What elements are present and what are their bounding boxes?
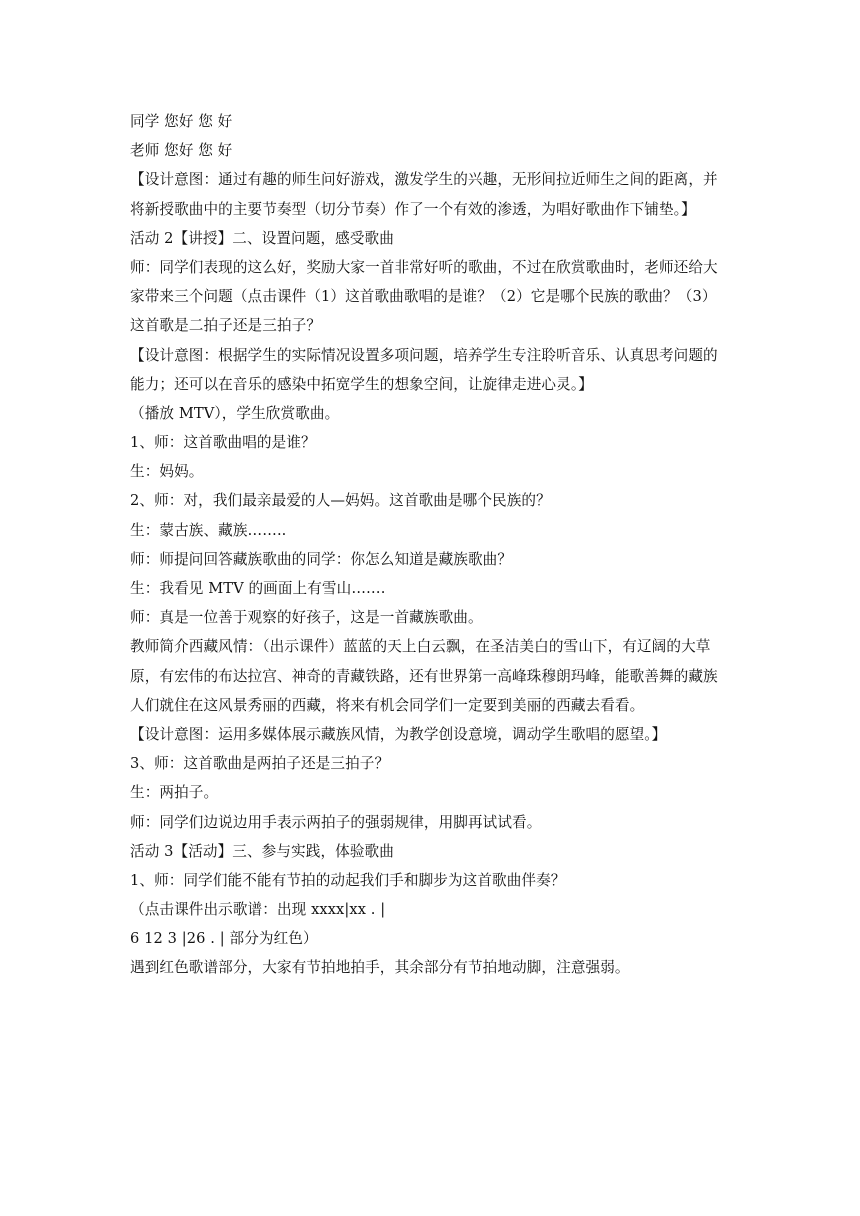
play-mtv-line: （播放 MTV），学生欣赏歌曲。 xyxy=(130,404,340,422)
dialogue-line-follow-up: 师：师提问回答藏族歌曲的同学：你怎么知道是藏族歌曲？ xyxy=(130,550,513,568)
activity-3-question: 1、师：同学们能不能有节拍的动起我们手和脚步为这首歌曲伴奏？ xyxy=(130,871,566,889)
tibet-intro-line-2: 原，有宏伟的布达拉宫、神奇的青藏铁路，还有世界第一高峰珠穆朗玛峰，能歌善舞的藏族 xyxy=(130,667,718,685)
tibet-intro-line-3: 人们就住在这风景秀丽的西藏，将来有机会同学们一定要到美丽的西藏去看看。 xyxy=(130,696,645,714)
score-instruction-line-1: （点击课件出示歌谱：出现 xxxx|xx . | xyxy=(130,901,386,919)
teacher-question-line-3: 这首歌是二拍子还是三拍子？ xyxy=(130,317,322,335)
dialogue-line-a4: 生：两拍子。 xyxy=(130,784,219,802)
dialogue-line-rhythm: 师：同学们边说边用手表示两拍子的强弱规律，用脚再试试看。 xyxy=(130,813,542,831)
text-line-greeting-students: 同学 您好 您 好 xyxy=(130,113,233,130)
design-intent-3-line: 【设计意图：运用多媒体展示藏族风情，为教学创设意境，调动学生歌唱的愿望。】 xyxy=(130,725,667,743)
dialogue-line-a3: 生：我看见 MTV 的画面上有雪山……. xyxy=(130,580,386,597)
design-intent-2-line-1: 【设计意图：根据学生的实际情况设置多项问题，培养学生专注聆听音乐、认真思考问题的 xyxy=(130,346,718,364)
dialogue-line-q2: 2、师：对，我们最亲最爱的人—妈妈。这首歌曲是哪个民族的？ xyxy=(130,492,551,510)
dialogue-line-q1: 1、师：这首歌曲唱的是谁？ xyxy=(130,434,316,452)
teacher-question-line-1: 师：同学们表现的这么好，奖励大家一首非常好听的歌曲，不过在欣赏歌曲时，老师还给大 xyxy=(130,258,718,276)
dialogue-line-a2: 生：蒙古族、藏族…….. xyxy=(130,521,287,539)
activity-2-heading: 活动 2【讲授】二、设置问题，感受歌曲 xyxy=(130,229,394,247)
dialogue-line-q3: 3、师：这首歌曲是两拍子还是三拍子？ xyxy=(130,755,390,773)
design-intent-1-line-2: 将新授歌曲中的主要节奏型（切分节奏）作了一个有效的渗透，为唱好歌曲作下铺垫。】 xyxy=(130,200,696,218)
score-instruction-line-2: 6 12 3 |26 . | 部分为红色） xyxy=(130,930,318,948)
tibet-intro-line-1: 教师简介西藏风情：（出示课件）蓝蓝的天上白云飘，在圣洁美白的雪山下，有辽阔的大草 xyxy=(130,638,711,656)
design-intent-2-line-2: 能力；还可以在音乐的感染中拓宽学生的想象空间，让旋律走进心灵。】 xyxy=(130,375,593,393)
document-body xyxy=(130,107,740,983)
activity-3-heading: 活动 3【活动】三、参与实践，体验歌曲 xyxy=(130,842,394,860)
teacher-question-line-2: 家带来三个问题（点击课件（1）这首歌曲歌唱的是谁？（2）它是哪个民族的歌曲？（3） xyxy=(130,288,717,306)
score-instruction-line-3: 遇到红色歌谱部分，大家有节拍地拍手，其余部分有节拍地动脚，注意强弱。 xyxy=(130,959,630,977)
design-intent-1-line-1: 【设计意图：通过有趣的师生问好游戏，激发学生的兴趣，无形间拉近师生之间的距离，并 xyxy=(130,171,718,189)
dialogue-line-a1: 生：妈妈。 xyxy=(130,463,204,481)
dialogue-line-praise: 师：真是一位善于观察的好孩子，这是一首藏族歌曲。 xyxy=(130,609,483,627)
text-line-greeting-teacher: 老师 您好 您 好 xyxy=(130,142,233,160)
